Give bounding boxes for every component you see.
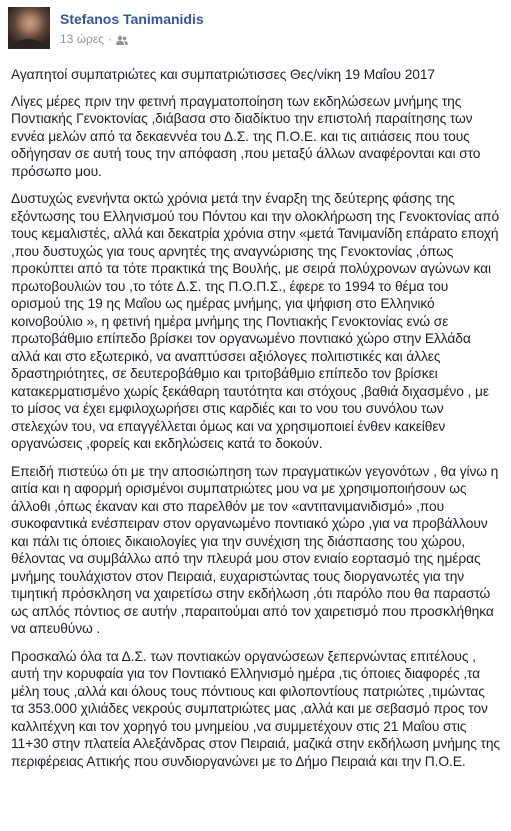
- post-paragraph: Αγαπητοί συμπατριώτες και συμπατριώτισσες Θες/νίκη 19 Μαΐου 2017: [11, 67, 436, 82]
- post-paragraph: Λίγες μέρες πριν την φετινή πραγματοποίηση των εκδηλώσεων μνήμης της Ποντιακής Γενοκτονίας ,διάβασα στο διαδίκτυο την επιστολή παραίτησης των εννέα μελών από τα δεκαεννέα του Δ.Σ. της Π.Ο.Ε. και τις αιτιάσεις που τους οδήγησαν σε αυτή τους την απόφαση ,που μεταξύ άλλων αναφέρονται και στο πρόσωπο μου.: [11, 93, 481, 179]
- post-paragraph: Δυστυχώς ενενήντα οκτώ χρόνια μετά την έναρξη της δεύτερης φάσης της εξόντωσης του Ελληνισμού του Πόντου και την ολοκλήρωση της Γενοκτονίας από τους κεμαλιστές, αλλά και δεκατρία χρόνια στην «μετά Τανιμανίδη επάρατο εποχή ,που δυστυχώς για τους αρνητές της αναγνώρισης της Γενοκτονίας ,όπως προκύπτει από τα τότε πρακτικά της Βουλής, με σειρά πολύχρονων αγώνων και πρωτοβουλιών του ,το τότε Δ.Σ. της Π.Ο.Π.Σ., έφερε το 1994 το θέμα του ορισμού της 19 ης Μαΐου ως ημέρας μνήμης, για ψήφιση στο Ελληνικό κοινοβούλιο », η φετινή ημέρα μνήμης της Ποντιακής Γενοκτονίας ενώ σε πρωτοβάθμιο επίπεδο βρίσκει τον οργανωμένο ποντιακό χώρο στην Ελλάδα αλλά και στο εξωτερικό, να αναπτύσσει αξιόλογες πολιτιστικές και άλλες δραστηριότητες, σε δευτεροβάθμιο και τριτοβάθμιο επίπεδο τον βρίσκει κατακερματισμένο χωρίς ξεκάθαρη ταυτότητα και στόχους ,βαθιά διχασμένο , με το μίσος να έχει εμφιλοχωρήσει στις καρδιές και το νου του συνόλου των στελεχών του, να επαγγέλλεται όμως και να χρησιμοποιεί ένθεν κακείθεν οργανώσεις ,φορείς και εκδηλώσεις κατά το δοκούν.: [11, 191, 500, 451]
- post-subline: [60, 31, 204, 47]
- avatar[interactable]: [8, 7, 50, 49]
- post-timestamp[interactable]: 13 ώρες: [60, 32, 105, 46]
- post-meta: [60, 7, 204, 47]
- friends-icon[interactable]: [116, 34, 128, 45]
- author-name[interactable]: Stefanos Tanimanidis: [60, 11, 204, 27]
- post-header: [8, 7, 500, 57]
- post-paragraph: Επειδή πιστεύω ότι με την αποσιώπηση των πραγματικών γεγονότων , θα γίνω η αιτία και η αφορμή ορισμένοι συμπατριώτες μου να με χρησιμοποιήσουν ως άλλοθι ,όπως έκαναν και στο παρελθόν με τον «αντιτανιμανιδισμό» ,που συκοφαντικά ενέσπειραν στον οργανωμένο ποντιακό χώρο ,για να προβάλλουν και πάλι τις όποιες δικαιολογίες για την συνέχιση της διάσπασης του χώρου, θέλοντας να συμβάλλω από την πλευρά μου στον ενιαίο εορτασμό της ημέρας μνήμης τουλάχιστον στον Πειραιά, ευχαριστώντας τους διοργανωτές για την τιμητική πρόσκληση να χαιρετίσω στην εκδήλωση ,ότι παρόλο που θα παραστώ ως απλός πόντιος σε αυτήν ,παραιτούμαι από τον χαιρετισμό που προσκλήθηκα να απευθύνω .: [11, 463, 499, 636]
- post-body: [11, 66, 500, 770]
- separator-dot: ·: [108, 32, 113, 46]
- post-paragraph: Προσκαλώ όλα τα Δ.Σ. των ποντιακών οργανώσεων ξεπερνώντας επιτέλους , αυτή την κορυφαία για τον Ποντιακό Ελληνισμό ημέρα ,τις όποιες διαφορές ,τα μέλη τους ,αλλά και όλους τους πόντιους και φιλοποντίους πατριώτες ,τιμώντας τα 353.000 χιλιάδες νεκρούς συμπατριώτες μας ,αλλά και με σεβασμό προς τον καλλιτέχνη και τον χορηγό του μνημείου ,να συμμετέχουν στις 21 Μαΐου στις 11+30 στην πλατεία Αλεξάνδρας στον Πειραιά, μαζικά στην εκδήλωση μνήμης της περιφέρειας Αττικής που συνδιοργανώνει με το Δήμο Πειραιά και την Π.Ο.Ε.: [11, 648, 500, 769]
